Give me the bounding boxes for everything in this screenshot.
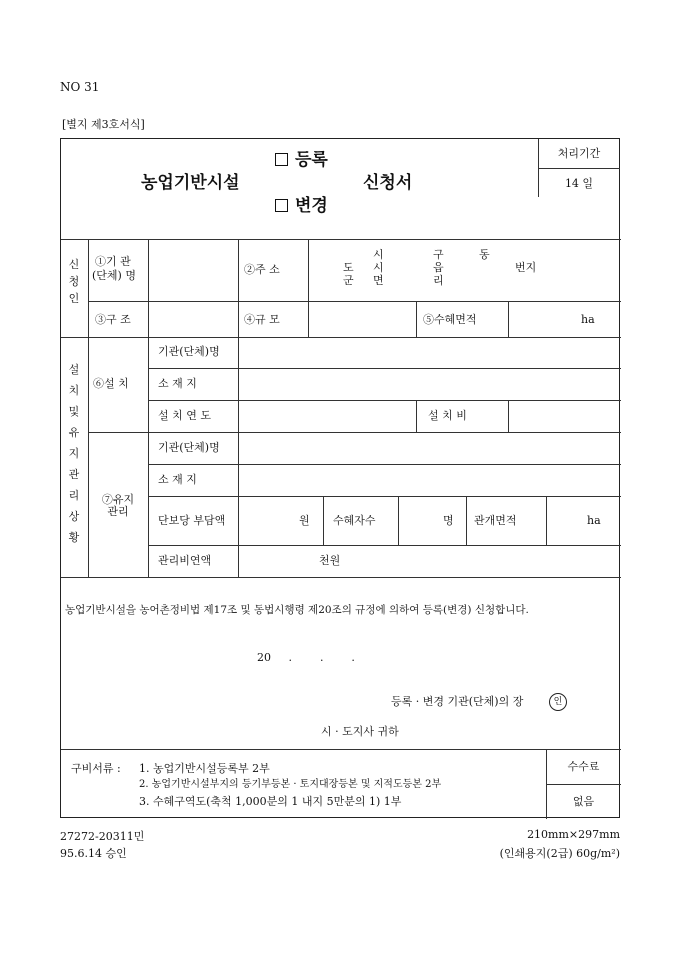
processing-period-value: 14 일	[564, 177, 594, 190]
document-item-3: 3. 수혜구역도(축척 1,000분의 1 내지 5만분의 1) 1부	[139, 795, 402, 808]
title-suffix: 신청서	[363, 173, 413, 193]
addr-beonji: 번지	[515, 261, 537, 274]
irrigated-area-label: 관개면적	[474, 514, 517, 527]
won-unit: 원	[299, 514, 310, 527]
address-label: ②주 소	[244, 263, 280, 276]
addr-myeon: 면	[373, 274, 384, 287]
document-number: NO 31	[60, 80, 100, 94]
persons-unit: 명	[443, 514, 454, 527]
maint-label-2: 관리	[107, 505, 129, 518]
form-label: [별지 제3호서식]	[62, 118, 145, 131]
scale-label: ④규 모	[244, 313, 280, 326]
annual-cost-label: 관리비연액	[158, 554, 212, 567]
change-label: 변경	[295, 196, 328, 216]
per-bo-label: 단보당 부담액	[158, 514, 226, 527]
benefit-area-unit: ha	[581, 313, 595, 326]
fee-value: 없음	[572, 795, 595, 808]
application-form	[60, 138, 620, 818]
seal-mark[interactable]: 인	[549, 693, 567, 711]
beneficiaries-label: 수혜자수	[333, 514, 376, 527]
maint-location-label: 소 재 지	[158, 473, 197, 486]
addr-eup: 읍	[433, 261, 444, 274]
document-item-1: 1. 농업기반시설등록부 2부	[139, 762, 270, 775]
install-location-label: 소 재 지	[158, 377, 197, 390]
install-label: ⑥설 치	[93, 377, 129, 390]
install-year-label: 설 치 연 도	[158, 409, 211, 422]
applicant-section-text: 신청인	[68, 258, 80, 305]
addr-gu: 구	[433, 248, 444, 261]
document-item-2: 2. 농업기반시설부지의 등기부등본 · 토지대장등본 및 지적도등본 2부	[139, 779, 442, 790]
org-name-label-1: ①기 관	[95, 255, 131, 268]
form-code: 27272-20311민	[60, 830, 145, 843]
paper-spec: (인쇄용지(2급) 60g/m²)	[499, 847, 620, 860]
org-name-label-2: (단체) 명	[92, 269, 136, 282]
processing-period-label: 처리기간	[557, 147, 601, 160]
install-org-label: 기관(단체)명	[158, 345, 220, 358]
addr-si: 시	[373, 248, 384, 261]
maint-label-1: ⑦유지	[101, 493, 135, 506]
addr-si2: 시	[373, 261, 384, 274]
applicant-section-label	[67, 256, 81, 307]
addr-do: 도	[343, 261, 354, 274]
title-register[interactable]	[275, 150, 328, 170]
addr-ri: 리	[433, 274, 444, 287]
paper-size: 210mm×297mm	[527, 828, 620, 841]
irrigated-ha-unit: ha	[587, 514, 601, 527]
documents-label: 구비서류 :	[71, 762, 121, 775]
application-statement: 농업기반시설을 농어촌정비법 제17조 및 동법시행령 제20조의 규정에 의하여 등록(변경) 신청합니다.	[65, 604, 529, 616]
maint-org-label: 기관(단체)명	[158, 441, 220, 454]
benefit-area-label: ⑤수혜면적	[423, 313, 477, 326]
change-checkbox[interactable]	[275, 199, 288, 212]
install-cost-label: 설 치 비	[428, 409, 467, 422]
approval-date: 95.6.14 승인	[60, 847, 127, 860]
structure-label: ③구 조	[95, 313, 131, 326]
thousand-won-unit: 천원	[319, 554, 341, 567]
status-section-text: 설치및유지관리상황	[68, 363, 80, 544]
title-change[interactable]	[275, 196, 328, 216]
register-label: 등록	[295, 150, 328, 170]
status-section-label	[67, 359, 81, 548]
addressee: 시 · 도지사 귀하	[321, 725, 399, 738]
signer-label: 등록 · 변경 기관(단체)의 장	[391, 695, 524, 708]
register-checkbox[interactable]	[275, 153, 288, 166]
date-line[interactable]: 20 . . .	[257, 651, 355, 664]
addr-gun: 군	[343, 274, 354, 287]
title-main: 농업기반시설	[141, 173, 240, 193]
fee-label: 수수료	[567, 760, 600, 773]
addr-dong: 동	[479, 248, 490, 261]
